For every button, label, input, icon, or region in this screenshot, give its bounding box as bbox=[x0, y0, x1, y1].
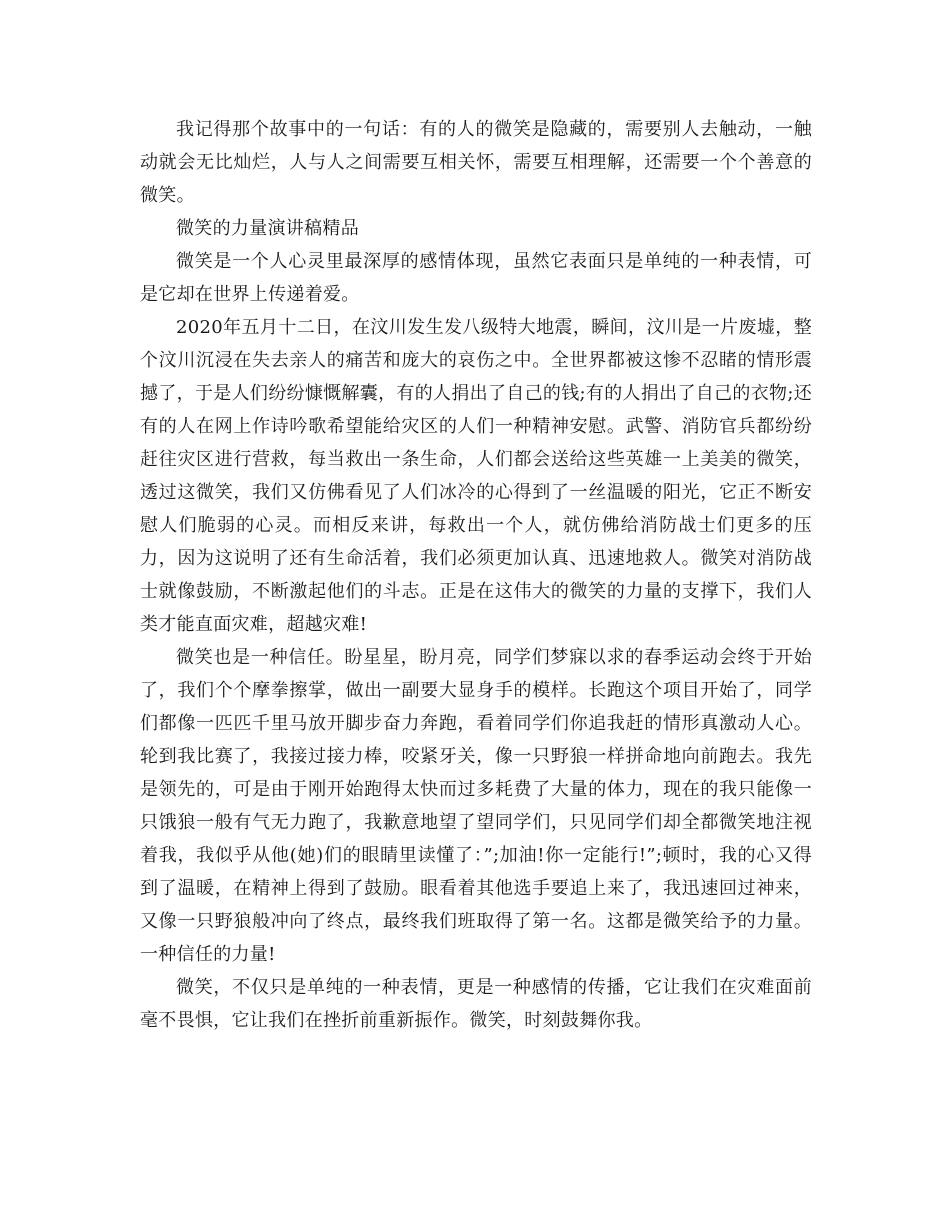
paragraph-conclusion: 微笑，不仅只是单纯的一种表情，更是一种感情的传播，它让我们在灾难面前毫不畏惧，它让我们在挫折前重新振作。微笑，时刻鼓舞你我。 bbox=[140, 977, 812, 1031]
paragraph-earthquake: 2020年五月十二日，在汶川发生发八级特大地震，瞬间，汶川是一片废墟，整个汶川沉浸在失去亲人的痛苦和庞大的哀伤之中。全世界都被这惨不忍睹的情形震撼了，于是人们纷纷慷慨解囊，有的人捐出了自己的钱;有的人捐出了自己的衣物;还有的人在网上作诗吟歌希望能给灾区的人们一种精神安慰。武警、消防官兵都纷纷赶往灾区进行营救，每当救出一条生命，人们都会送给这些英雄一上美美的微笑，透过这微笑，我们又仿佛看见了人们冰冷的心得到了一丝温暖的阳光，它正不断安慰人们脆弱的心灵。而相反来讲，每救出一个人，就仿佛给消防战士们更多的压力，因为这说明了还有生命活着，我们必须更加认真、迅速地救人。微笑对消防战士就像鼓励，不断激起他们的斗志。正是在这伟大的微笑的力量的支撑下，我们人类才能直面灾难，超越灾难! bbox=[140, 317, 812, 635]
paragraph-trust: 微笑也是一种信任。盼星星，盼月亮，同学们梦寐以求的春季运动会终于开始了，我们个个摩拳擦掌，做出一副要大显身手的模样。长跑这个项目开始了，同学们都像一匹匹千里马放开脚步奋力奔跑，看着同学们你追我赶的情形真激动人心。轮到我比赛了，我接过接力棒，咬紧牙关，像一只野狼一样拼命地向前跑去。我先是领先的，可是由于刚开始跑得太快而过多耗费了大量的体力，现在的我只能像一只饿狼一般有气无力跑了，我歉意地望了望同学们，只见同学们却全都微笑地注视着我，我似乎从他(她)们的眼睛里读懂了：”;加油!你一定能行!”;顿时，我的心又得到了温暖，在精神上得到了鼓励。眼看着其他选手要追上来了，我迅速回过神来，又像一只野狼般冲向了终点，最终我们班取得了第一名。这都是微笑给予的力量。一种信任的力量! bbox=[140, 647, 812, 965]
section-title: 微笑的力量演讲稿精品 bbox=[176, 218, 359, 239]
paragraph-intro: 微笑是一个人心灵里最深厚的感情体现，虽然它表面只是单纯的一种表情，可是它却在世界上传递着爱。 bbox=[140, 251, 812, 305]
paragraph-story-quote: 我记得那个故事中的一句话：有的人的微笑是隐藏的，需要别人去触动，一触动就会无比灿烂，人与人之间需要互相关怀，需要互相理解，还需要一个个善意的微笑。 bbox=[140, 119, 812, 206]
document-body bbox=[140, 113, 812, 1037]
